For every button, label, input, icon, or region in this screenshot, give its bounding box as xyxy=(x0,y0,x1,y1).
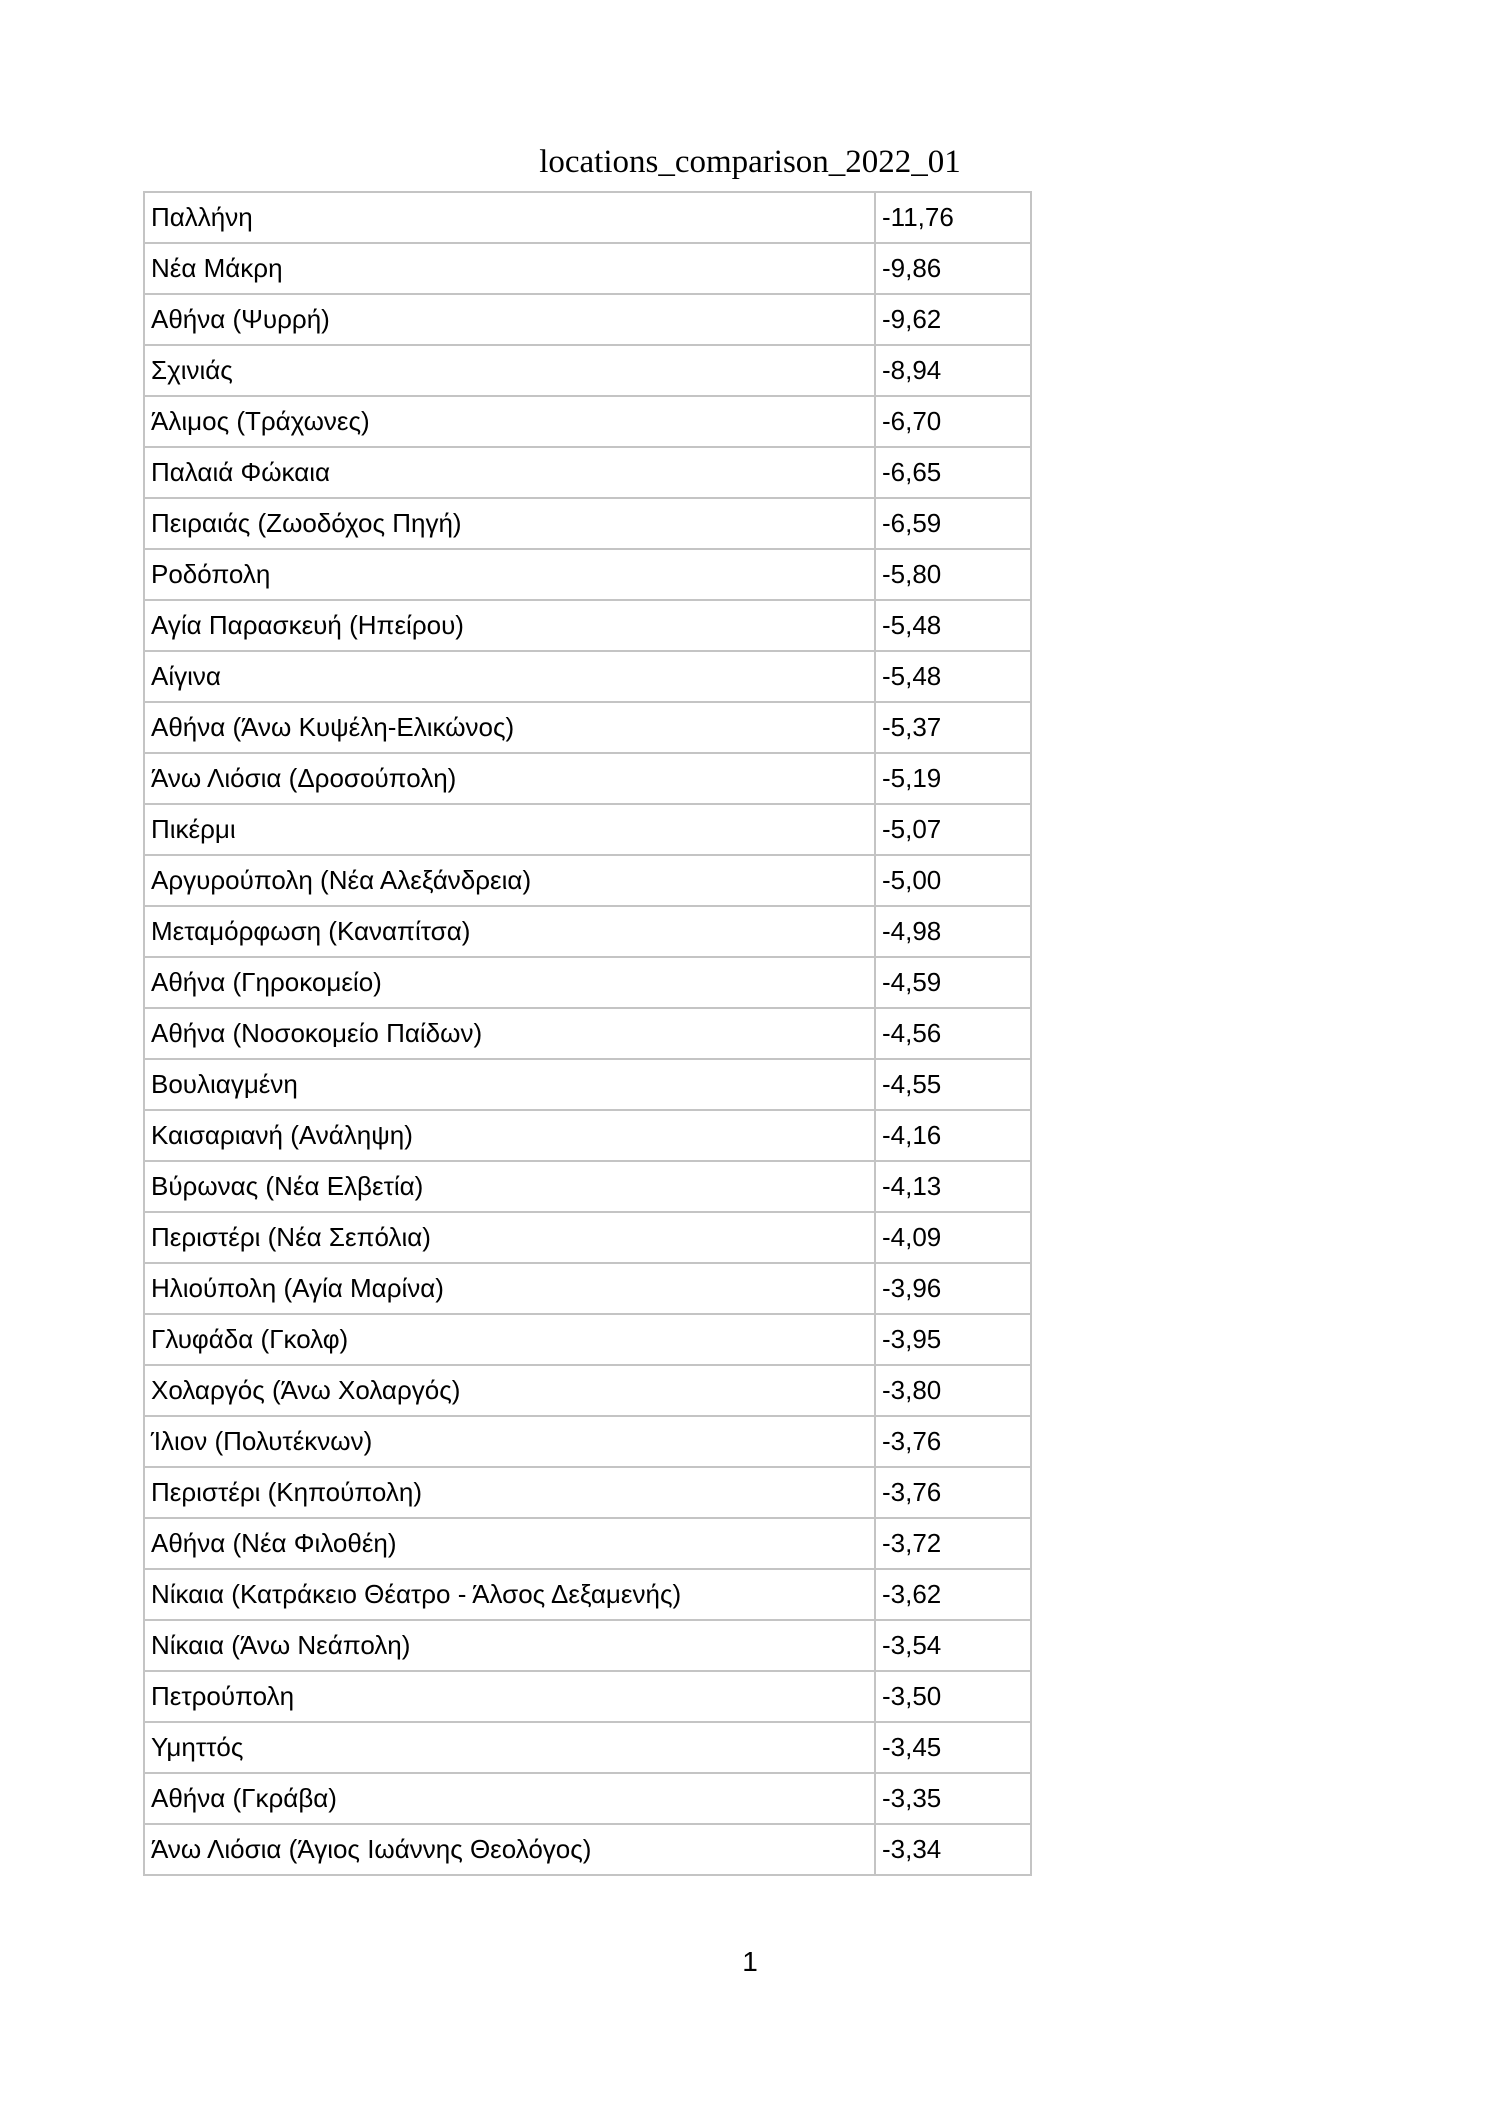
locations-table-body xyxy=(144,192,1031,1875)
table-row xyxy=(144,1110,1031,1161)
table-row xyxy=(144,1671,1031,1722)
value-cell: -3,62 xyxy=(875,1569,1031,1620)
value-cell: -3,76 xyxy=(875,1416,1031,1467)
value-cell: -3,54 xyxy=(875,1620,1031,1671)
table-row xyxy=(144,1365,1031,1416)
table-row xyxy=(144,1263,1031,1314)
location-cell: Αργυρούπολη (Νέα Αλεξάνδρεια) xyxy=(144,855,875,906)
location-cell: Αθήνα (Άνω Κυψέλη-Ελικώνος) xyxy=(144,702,875,753)
value-cell: -3,96 xyxy=(875,1263,1031,1314)
location-cell: Αθήνα (Γηροκομείο) xyxy=(144,957,875,1008)
value-cell: -3,72 xyxy=(875,1518,1031,1569)
table-row xyxy=(144,1416,1031,1467)
location-cell: Πειραιάς (Ζωοδόχος Πηγή) xyxy=(144,498,875,549)
location-cell: Νίκαια (Κατράκειο Θέατρο - Άλσος Δεξαμενής) xyxy=(144,1569,875,1620)
value-cell: -3,34 xyxy=(875,1824,1031,1875)
value-cell: -9,62 xyxy=(875,294,1031,345)
value-cell: -5,00 xyxy=(875,855,1031,906)
value-cell: -6,70 xyxy=(875,396,1031,447)
location-cell: Αθήνα (Νέα Φιλοθέη) xyxy=(144,1518,875,1569)
table-row xyxy=(144,1569,1031,1620)
value-cell: -5,48 xyxy=(875,651,1031,702)
table-row xyxy=(144,906,1031,957)
table-row xyxy=(144,1161,1031,1212)
table-row xyxy=(144,1620,1031,1671)
value-cell: -3,35 xyxy=(875,1773,1031,1824)
location-cell: Νέα Μάκρη xyxy=(144,243,875,294)
table-row xyxy=(144,1008,1031,1059)
value-cell: -3,95 xyxy=(875,1314,1031,1365)
location-cell: Αίγινα xyxy=(144,651,875,702)
value-cell: -8,94 xyxy=(875,345,1031,396)
location-cell: Βύρωνας (Νέα Ελβετία) xyxy=(144,1161,875,1212)
value-cell: -6,59 xyxy=(875,498,1031,549)
location-cell: Σχινιάς xyxy=(144,345,875,396)
value-cell: -3,45 xyxy=(875,1722,1031,1773)
location-cell: Μεταμόρφωση (Καναπίτσα) xyxy=(144,906,875,957)
value-cell: -9,86 xyxy=(875,243,1031,294)
location-cell: Άνω Λιόσια (Άγιος Ιωάννης Θεολόγος) xyxy=(144,1824,875,1875)
location-cell: Νίκαια (Άνω Νεάπολη) xyxy=(144,1620,875,1671)
table-row xyxy=(144,804,1031,855)
location-cell: Πικέρμι xyxy=(144,804,875,855)
location-cell: Ροδόπολη xyxy=(144,549,875,600)
location-cell: Περιστέρι (Νέα Σεπόλια) xyxy=(144,1212,875,1263)
location-cell: Ίλιον (Πολυτέκνων) xyxy=(144,1416,875,1467)
table-row xyxy=(144,1824,1031,1875)
table-row xyxy=(144,702,1031,753)
value-cell: -5,80 xyxy=(875,549,1031,600)
location-cell: Πετρούπολη xyxy=(144,1671,875,1722)
table-row xyxy=(144,549,1031,600)
table-row xyxy=(144,447,1031,498)
location-cell: Αθήνα (Ψυρρή) xyxy=(144,294,875,345)
table-row xyxy=(144,243,1031,294)
location-cell: Αθήνα (Γκράβα) xyxy=(144,1773,875,1824)
table-row xyxy=(144,396,1031,447)
table-row xyxy=(144,1467,1031,1518)
table-row xyxy=(144,1518,1031,1569)
value-cell: -4,13 xyxy=(875,1161,1031,1212)
value-cell: -3,50 xyxy=(875,1671,1031,1722)
value-cell: -5,07 xyxy=(875,804,1031,855)
location-cell: Γλυφάδα (Γκολφ) xyxy=(144,1314,875,1365)
location-cell: Άλιμος (Τράχωνες) xyxy=(144,396,875,447)
value-cell: -4,16 xyxy=(875,1110,1031,1161)
value-cell: -4,59 xyxy=(875,957,1031,1008)
value-cell: -5,19 xyxy=(875,753,1031,804)
table-row xyxy=(144,498,1031,549)
location-cell: Υμηττός xyxy=(144,1722,875,1773)
table-row xyxy=(144,1212,1031,1263)
value-cell: -4,56 xyxy=(875,1008,1031,1059)
table-row xyxy=(144,600,1031,651)
location-cell: Χολαργός (Άνω Χολαργός) xyxy=(144,1365,875,1416)
value-cell: -5,48 xyxy=(875,600,1031,651)
table-row xyxy=(144,1773,1031,1824)
value-cell: -5,37 xyxy=(875,702,1031,753)
value-cell: -3,76 xyxy=(875,1467,1031,1518)
location-cell: Άνω Λιόσια (Δροσούπολη) xyxy=(144,753,875,804)
location-cell: Αθήνα (Νοσοκομείο Παίδων) xyxy=(144,1008,875,1059)
value-cell: -4,98 xyxy=(875,906,1031,957)
table-row xyxy=(144,855,1031,906)
table-row xyxy=(144,1314,1031,1365)
table-row xyxy=(144,294,1031,345)
location-cell: Βουλιαγμένη xyxy=(144,1059,875,1110)
location-cell: Παλαιά Φώκαια xyxy=(144,447,875,498)
value-cell: -4,09 xyxy=(875,1212,1031,1263)
document-title: locations_comparison_2022_01 xyxy=(539,144,961,180)
table-row xyxy=(144,345,1031,396)
location-cell: Περιστέρι (Κηπούπολη) xyxy=(144,1467,875,1518)
location-cell: Καισαριανή (Ανάληψη) xyxy=(144,1110,875,1161)
locations-table xyxy=(143,191,1032,1876)
table-row xyxy=(144,651,1031,702)
table-row xyxy=(144,957,1031,1008)
location-cell: Παλλήνη xyxy=(144,192,875,243)
value-cell: -6,65 xyxy=(875,447,1031,498)
table-row xyxy=(144,192,1031,243)
value-cell: -3,80 xyxy=(875,1365,1031,1416)
page-number: 1 xyxy=(742,1946,758,1977)
table-row xyxy=(144,1059,1031,1110)
value-cell: -11,76 xyxy=(875,192,1031,243)
location-cell: Αγία Παρασκευή (Ηπείρου) xyxy=(144,600,875,651)
table-row xyxy=(144,1722,1031,1773)
location-cell: Ηλιούπολη (Αγία Μαρίνα) xyxy=(144,1263,875,1314)
value-cell: -4,55 xyxy=(875,1059,1031,1110)
table-row xyxy=(144,753,1031,804)
